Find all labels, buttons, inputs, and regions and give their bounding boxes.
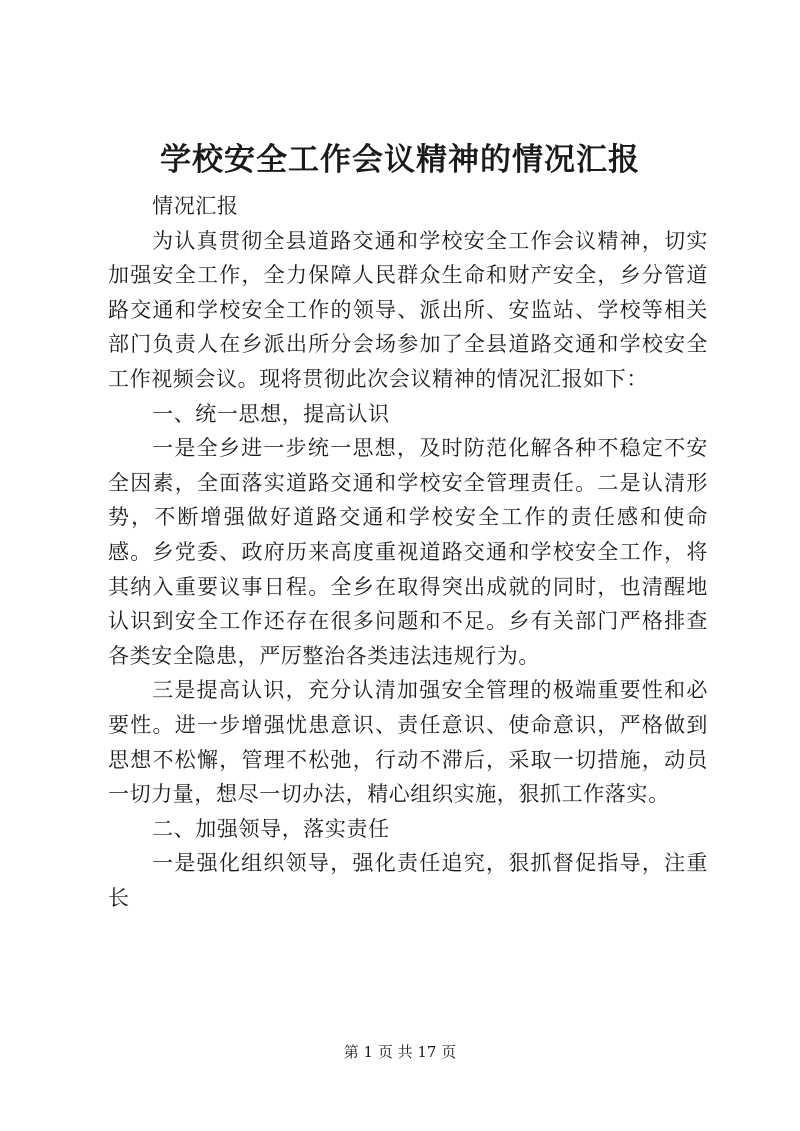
paragraph-subtitle: 情况汇报 <box>152 194 239 218</box>
section-heading-1: 一、统一思想，提高认识 <box>152 401 390 426</box>
document-title: 学校安全工作会议精神的情况汇报 <box>160 142 640 178</box>
document-body <box>108 189 708 915</box>
paragraph: 一是全乡进一步统一思想，及时防范化解各种不稳定不安全因素，全面落实道路交通和学校安全管理责任。二是认清形势，不断增强做好道路交通和学校安全工作的责任感和使命感。乡党委、政府历来高度重视道路交通和学校安全工作，将其纳入重要议事日程。全乡在取得突出成就的同时，也清醒地认识到安全工作还存在很多问题和不足。乡有关部门严格排查各类安全隐患，严厉整治各类违法违规行为。 <box>108 436 708 668</box>
paragraph: 一是强化组织领导，强化责任追究，狠抓督促指导，注重长 <box>108 851 708 910</box>
paragraph: 三是提高认识，充分认清加强安全管理的极端重要性和必要性。进一步增强忧患意识、责任意识、使命意识，严格做到思想不松懈，管理不松弛，行动不滞后，采取一切措施，动员一切力量，想尽一切办法，精心组织实施，狠抓工作落实。 <box>108 678 708 807</box>
page-footer: 第 1 页 共 17 页 <box>343 1043 457 1061</box>
section-heading-2: 二、加强领导，落实责任 <box>152 816 390 841</box>
paragraph-intro: 为认真贯彻全县道路交通和学校安全工作会议精神，切实加强安全工作，全力保障人民群众生命和财产安全，乡分管道路交通和学校安全工作的领导、派出所、安监站、学校等相关部门负责人在乡派出所分会场参加了全县道路交通和学校安全工作视频会议。现将贯彻此次会议精神的情况汇报如下： <box>108 228 708 391</box>
